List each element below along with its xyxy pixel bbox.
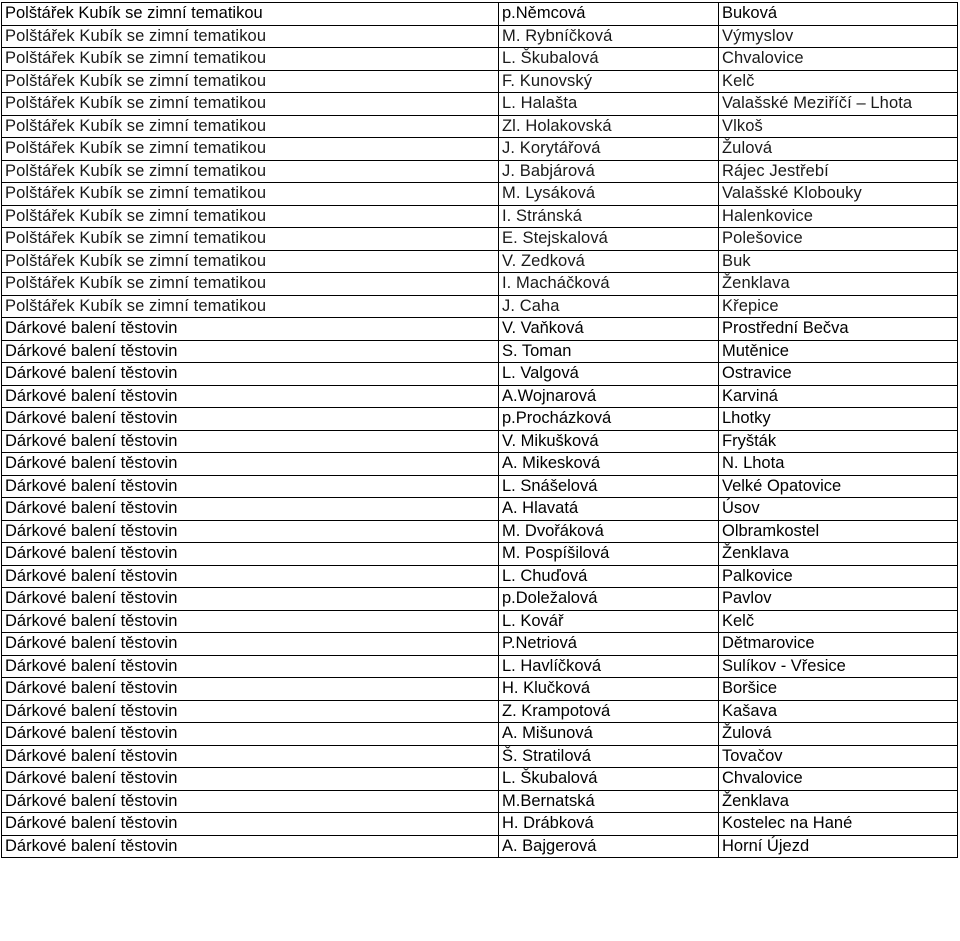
product-cell: Dárkové balení těstovin <box>2 385 499 408</box>
name-cell: M.Bernatská <box>499 790 719 813</box>
place-cell: Prostřední Bečva <box>719 318 958 341</box>
product-cell: Dárkové balení těstovin <box>2 610 499 633</box>
name-cell: F. Kunovský <box>499 70 719 93</box>
place-cell: Palkovice <box>719 565 958 588</box>
place-cell: Kašava <box>719 700 958 723</box>
product-cell: Dárkové balení těstovin <box>2 835 499 858</box>
name-cell: L. Škubalová <box>499 48 719 71</box>
name-cell: S. Toman <box>499 340 719 363</box>
product-cell: Polštářek Kubík se zimní tematikou <box>2 70 499 93</box>
name-cell: I. Stránská <box>499 205 719 228</box>
place-cell: Chvalovice <box>719 768 958 791</box>
name-cell: V. Mikušková <box>499 430 719 453</box>
product-cell: Dárkové balení těstovin <box>2 655 499 678</box>
place-cell: Sulíkov - Vřesice <box>719 655 958 678</box>
product-cell: Dárkové balení těstovin <box>2 790 499 813</box>
name-cell: M. Pospíšilová <box>499 543 719 566</box>
place-cell: Chvalovice <box>719 48 958 71</box>
place-cell: Úsov <box>719 498 958 521</box>
name-cell: V. Zedková <box>499 250 719 273</box>
table-row <box>2 340 958 363</box>
product-cell: Dárkové balení těstovin <box>2 543 499 566</box>
place-cell: Žulová <box>719 138 958 161</box>
place-cell: Halenkovice <box>719 205 958 228</box>
table-row <box>2 745 958 768</box>
name-cell: L. Chuďová <box>499 565 719 588</box>
table-row <box>2 835 958 858</box>
table-row <box>2 498 958 521</box>
product-cell: Dárkové balení těstovin <box>2 408 499 431</box>
table-row <box>2 93 958 116</box>
name-cell: L. Snášelová <box>499 475 719 498</box>
product-cell: Polštářek Kubík se zimní tematikou <box>2 115 499 138</box>
name-cell: A. Mišunová <box>499 723 719 746</box>
name-cell: A. Mikesková <box>499 453 719 476</box>
table-row <box>2 700 958 723</box>
table-row <box>2 205 958 228</box>
place-cell: Kelč <box>719 610 958 633</box>
product-cell: Dárkové balení těstovin <box>2 363 499 386</box>
product-cell: Polštářek Kubík se zimní tematikou <box>2 183 499 206</box>
table-row <box>2 115 958 138</box>
name-cell: L. Halašta <box>499 93 719 116</box>
product-cell: Dárkové balení těstovin <box>2 588 499 611</box>
place-cell: Valašské Meziříčí – Lhota <box>719 93 958 116</box>
place-cell: Vlkoš <box>719 115 958 138</box>
table-row <box>2 25 958 48</box>
product-cell: Dárkové balení těstovin <box>2 453 499 476</box>
table-row <box>2 430 958 453</box>
name-cell: M. Lysáková <box>499 183 719 206</box>
name-cell: P.Netriová <box>499 633 719 656</box>
place-cell: Horní Újezd <box>719 835 958 858</box>
table-row <box>2 655 958 678</box>
name-cell: A.Wojnarová <box>499 385 719 408</box>
name-cell: M. Dvořáková <box>499 520 719 543</box>
product-cell: Polštářek Kubík se zimní tematikou <box>2 250 499 273</box>
place-cell: Valašské Klobouky <box>719 183 958 206</box>
product-cell: Dárkové balení těstovin <box>2 813 499 836</box>
product-cell: Dárkové balení těstovin <box>2 565 499 588</box>
product-cell: Dárkové balení těstovin <box>2 430 499 453</box>
product-cell: Dárkové balení těstovin <box>2 520 499 543</box>
table-row <box>2 295 958 318</box>
place-cell: Tovačov <box>719 745 958 768</box>
table-row <box>2 363 958 386</box>
table-row <box>2 633 958 656</box>
place-cell: Kelč <box>719 70 958 93</box>
table-row <box>2 678 958 701</box>
name-cell: L. Havlíčková <box>499 655 719 678</box>
table-row <box>2 790 958 813</box>
name-cell: J. Babjárová <box>499 160 719 183</box>
name-cell: L. Kovář <box>499 610 719 633</box>
product-cell: Dárkové balení těstovin <box>2 768 499 791</box>
product-cell: Polštářek Kubík se zimní tematikou <box>2 273 499 296</box>
table-row <box>2 520 958 543</box>
recipients-table <box>1 2 958 858</box>
table-row <box>2 610 958 633</box>
place-cell: Dětmarovice <box>719 633 958 656</box>
name-cell: Z. Krampotová <box>499 700 719 723</box>
product-cell: Dárkové balení těstovin <box>2 745 499 768</box>
table-row <box>2 813 958 836</box>
place-cell: N. Lhota <box>719 453 958 476</box>
place-cell: Ženklava <box>719 790 958 813</box>
table-row <box>2 250 958 273</box>
name-cell: J. Korytářová <box>499 138 719 161</box>
product-cell: Dárkové balení těstovin <box>2 340 499 363</box>
name-cell: Š. Stratilová <box>499 745 719 768</box>
product-cell: Polštářek Kubík se zimní tematikou <box>2 228 499 251</box>
name-cell: A. Bajgerová <box>499 835 719 858</box>
table-row <box>2 3 958 26</box>
table-row <box>2 543 958 566</box>
place-cell: Výmyslov <box>719 25 958 48</box>
table-row <box>2 588 958 611</box>
place-cell: Ženklava <box>719 543 958 566</box>
table-row <box>2 768 958 791</box>
product-cell: Dárkové balení těstovin <box>2 318 499 341</box>
name-cell: V. Vaňková <box>499 318 719 341</box>
place-cell: Žulová <box>719 723 958 746</box>
name-cell: M. Rybníčková <box>499 25 719 48</box>
name-cell: I. Macháčková <box>499 273 719 296</box>
product-cell: Polštářek Kubík se zimní tematikou <box>2 25 499 48</box>
place-cell: Křepice <box>719 295 958 318</box>
place-cell: Polešovice <box>719 228 958 251</box>
product-cell: Polštářek Kubík se zimní tematikou <box>2 138 499 161</box>
product-cell: Polštářek Kubík se zimní tematikou <box>2 160 499 183</box>
product-cell: Polštářek Kubík se zimní tematikou <box>2 48 499 71</box>
place-cell: Mutěnice <box>719 340 958 363</box>
place-cell: Karviná <box>719 385 958 408</box>
place-cell: Rájec Jestřebí <box>719 160 958 183</box>
table-row <box>2 475 958 498</box>
table-row <box>2 385 958 408</box>
table-row <box>2 48 958 71</box>
product-cell: Dárkové balení těstovin <box>2 678 499 701</box>
table-row <box>2 408 958 431</box>
table-row <box>2 318 958 341</box>
name-cell: L. Valgová <box>499 363 719 386</box>
name-cell: H. Klučková <box>499 678 719 701</box>
place-cell: Pavlov <box>719 588 958 611</box>
table-row <box>2 70 958 93</box>
place-cell: Ženklava <box>719 273 958 296</box>
place-cell: Buk <box>719 250 958 273</box>
product-cell: Dárkové balení těstovin <box>2 700 499 723</box>
place-cell: Ostravice <box>719 363 958 386</box>
place-cell: Kostelec na Hané <box>719 813 958 836</box>
table-row <box>2 273 958 296</box>
name-cell: E. Stejskalová <box>499 228 719 251</box>
table-row <box>2 453 958 476</box>
product-cell: Polštářek Kubík se zimní tematikou <box>2 295 499 318</box>
table-row <box>2 183 958 206</box>
product-cell: Dárkové balení těstovin <box>2 475 499 498</box>
table-row <box>2 160 958 183</box>
table-row <box>2 723 958 746</box>
table-row <box>2 138 958 161</box>
product-cell: Polštářek Kubík se zimní tematikou <box>2 93 499 116</box>
name-cell: L. Škubalová <box>499 768 719 791</box>
place-cell: Boršice <box>719 678 958 701</box>
name-cell: p.Procházková <box>499 408 719 431</box>
name-cell: p.Němcová <box>499 3 719 26</box>
product-cell: Polštářek Kubík se zimní tematikou <box>2 205 499 228</box>
name-cell: A. Hlavatá <box>499 498 719 521</box>
place-cell: Velké Opatovice <box>719 475 958 498</box>
table-row <box>2 228 958 251</box>
table-row <box>2 565 958 588</box>
place-cell: Buková <box>719 3 958 26</box>
place-cell: Lhotky <box>719 408 958 431</box>
product-cell: Polštářek Kubík se zimní tematikou <box>2 3 499 26</box>
product-cell: Dárkové balení těstovin <box>2 723 499 746</box>
name-cell: p.Doležalová <box>499 588 719 611</box>
product-cell: Dárkové balení těstovin <box>2 633 499 656</box>
product-cell: Dárkové balení těstovin <box>2 498 499 521</box>
name-cell: Zl. Holakovská <box>499 115 719 138</box>
place-cell: Olbramkostel <box>719 520 958 543</box>
name-cell: H. Drábková <box>499 813 719 836</box>
table-body <box>2 3 958 858</box>
name-cell: J. Caha <box>499 295 719 318</box>
place-cell: Fryšták <box>719 430 958 453</box>
